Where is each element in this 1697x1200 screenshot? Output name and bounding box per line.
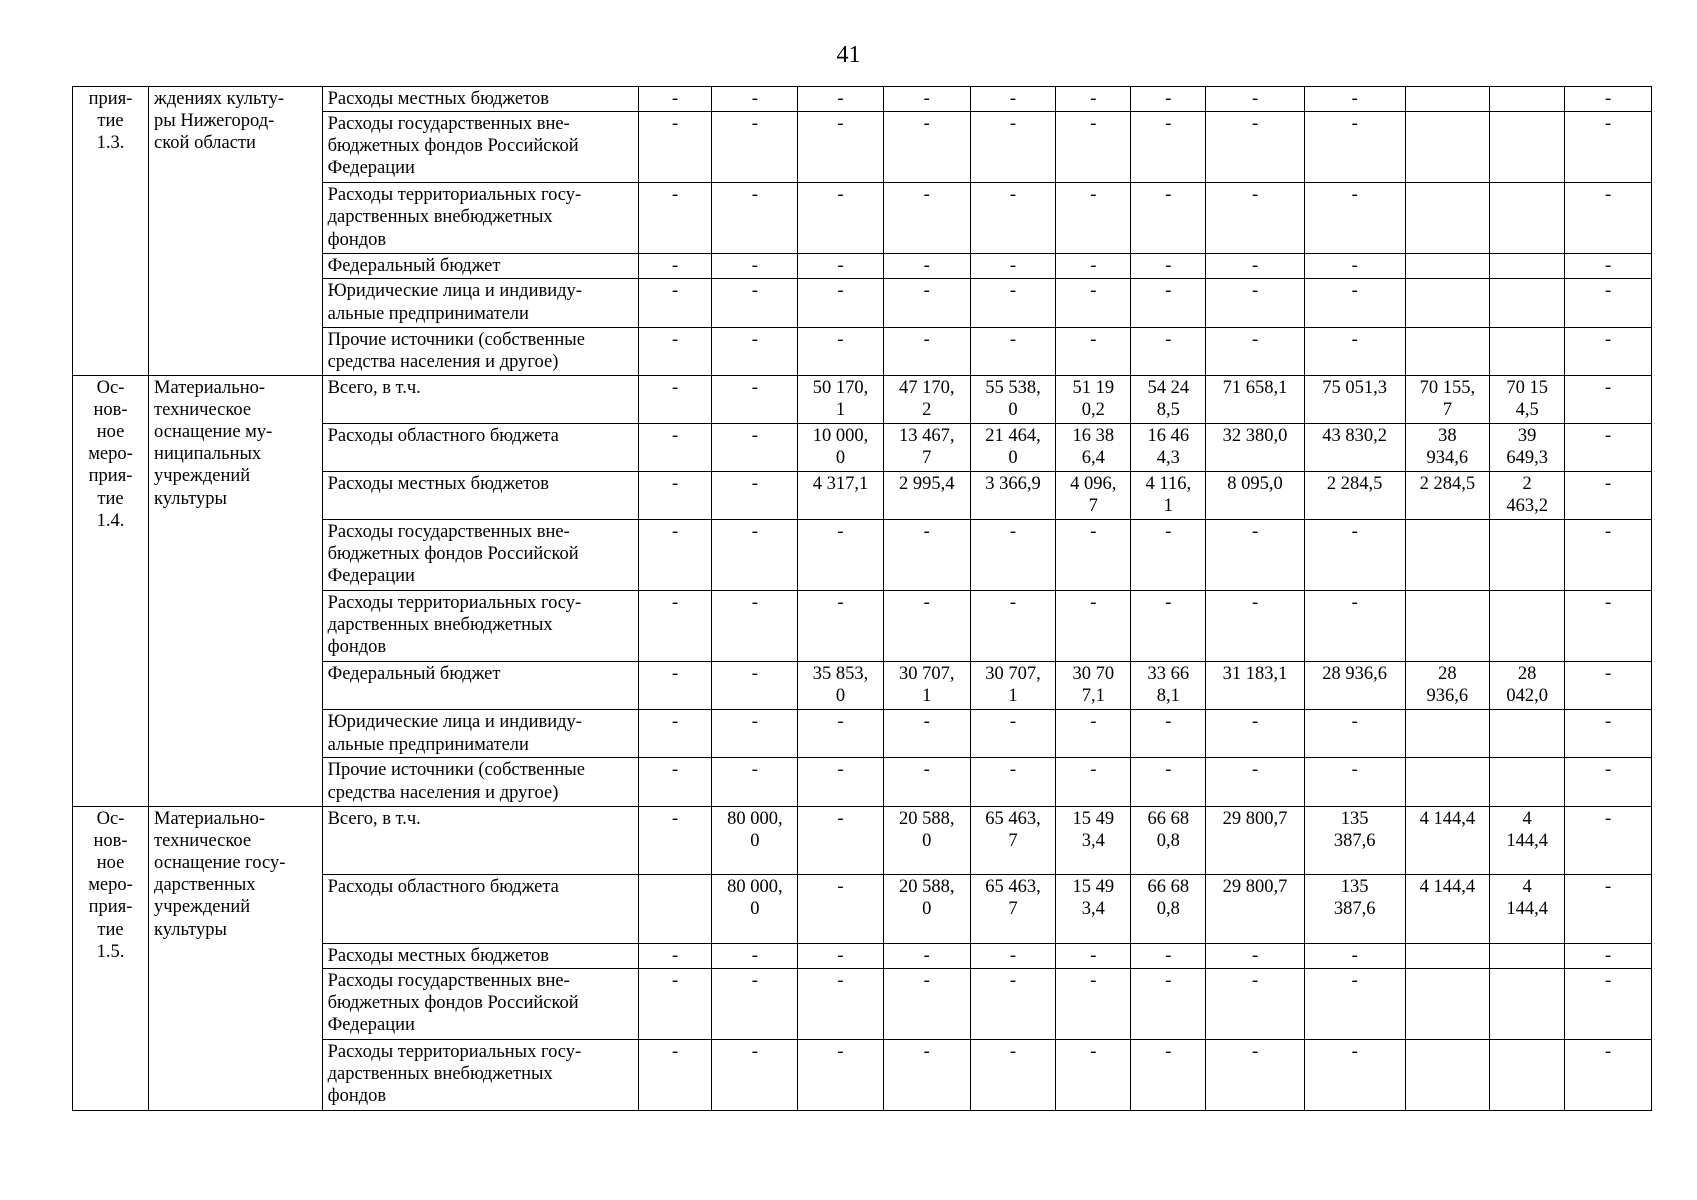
value-cell: 28 936,6 [1304, 662, 1405, 710]
value-cell: - [1056, 943, 1131, 968]
funding-source: Федеральный бюджет [322, 662, 638, 710]
value-cell: - [1565, 375, 1652, 423]
value-cell: - [638, 968, 712, 1039]
value-cell: 30 70 7,1 [1056, 662, 1131, 710]
table-row [73, 87, 1652, 112]
value-cell: - [638, 87, 712, 112]
value-cell: - [1565, 183, 1652, 254]
value-cell: - [712, 758, 798, 806]
value-cell: - [1056, 87, 1131, 112]
value-cell: - [970, 327, 1056, 375]
value-cell: - [638, 183, 712, 254]
value-cell: - [1056, 112, 1131, 183]
value-cell [1405, 591, 1490, 662]
funding-source: Юридические лица и индивиду- альные предприниматели [322, 710, 638, 758]
funding-source: Расходы областного бюджета [322, 423, 638, 471]
value-cell: - [1206, 591, 1305, 662]
value-cell: - [1304, 519, 1405, 590]
funding-source: Всего, в т.ч. [322, 375, 638, 423]
value-cell: - [798, 943, 884, 968]
value-cell: - [883, 519, 970, 590]
value-cell: - [712, 710, 798, 758]
value-cell [1490, 279, 1565, 327]
value-cell: - [638, 375, 712, 423]
value-cell: 50 170, 1 [798, 375, 884, 423]
value-cell: - [970, 968, 1056, 1039]
value-cell: - [1131, 968, 1206, 1039]
value-cell: - [712, 968, 798, 1039]
value-cell: - [1565, 279, 1652, 327]
value-cell [1490, 943, 1565, 968]
funding-source: Расходы территориальных госу- дарственных внебюджетных фондов [322, 183, 638, 254]
funding-source: Федеральный бюджет [322, 254, 638, 279]
value-cell: 20 588, 0 [883, 875, 970, 943]
value-cell: - [1206, 112, 1305, 183]
value-cell: 2 284,5 [1405, 471, 1490, 519]
value-cell: - [638, 112, 712, 183]
value-cell: 13 467, 7 [883, 423, 970, 471]
value-cell: - [1131, 279, 1206, 327]
value-cell: - [883, 1039, 970, 1110]
value-cell: - [1304, 87, 1405, 112]
page-number: 41 [836, 42, 861, 68]
value-cell: - [1565, 471, 1652, 519]
event-label: Ос- нов- ное меро- прия- тие 1.4. [73, 375, 149, 806]
value-cell: - [1131, 327, 1206, 375]
value-cell [1490, 968, 1565, 1039]
value-cell [1490, 254, 1565, 279]
funding-source: Расходы местных бюджетов [322, 943, 638, 968]
value-cell: 4 144,4 [1405, 806, 1490, 874]
value-cell: - [1565, 758, 1652, 806]
value-cell: 4 144,4 [1405, 875, 1490, 943]
value-cell: 20 588, 0 [883, 806, 970, 874]
value-cell: - [1131, 710, 1206, 758]
value-cell: 28 936,6 [1405, 662, 1490, 710]
value-cell [1490, 591, 1565, 662]
table-row [73, 375, 1652, 423]
value-cell: 4 317,1 [798, 471, 884, 519]
value-cell: - [1565, 662, 1652, 710]
funding-source: Расходы областного бюджета [322, 875, 638, 943]
value-cell: 4 144,4 [1490, 875, 1565, 943]
value-cell: - [1206, 519, 1305, 590]
value-cell [1405, 327, 1490, 375]
value-cell: - [712, 375, 798, 423]
value-cell: - [798, 254, 884, 279]
value-cell: - [798, 183, 884, 254]
value-cell: - [798, 1039, 884, 1110]
value-cell: - [1131, 1039, 1206, 1110]
value-cell [1405, 968, 1490, 1039]
value-cell: - [712, 183, 798, 254]
value-cell: - [798, 327, 884, 375]
value-cell: - [970, 943, 1056, 968]
value-cell: 80 000, 0 [712, 875, 798, 943]
value-cell: - [1565, 327, 1652, 375]
value-cell [1405, 758, 1490, 806]
event-description: Материально- техническое оснащение госу- дарственных учреждений культуры [149, 806, 323, 1110]
value-cell: - [970, 519, 1056, 590]
value-cell: 75 051,3 [1304, 375, 1405, 423]
value-cell: - [1131, 183, 1206, 254]
funding-source: Юридические лица и индивиду- альные предприниматели [322, 279, 638, 327]
value-cell: - [1206, 87, 1305, 112]
value-cell: - [638, 254, 712, 279]
funding-source: Прочие источники (собственные средства населения и другое) [322, 327, 638, 375]
value-cell: - [1056, 183, 1131, 254]
value-cell: 54 24 8,5 [1131, 375, 1206, 423]
value-cell: 30 707, 1 [970, 662, 1056, 710]
value-cell: - [1565, 1039, 1652, 1110]
value-cell: 16 38 6,4 [1056, 423, 1131, 471]
value-cell: - [1304, 758, 1405, 806]
value-cell: - [712, 519, 798, 590]
value-cell: - [712, 591, 798, 662]
value-cell: - [712, 112, 798, 183]
value-cell: - [712, 1039, 798, 1110]
funding-source: Расходы местных бюджетов [322, 87, 638, 112]
value-cell: - [1056, 254, 1131, 279]
value-cell [1490, 710, 1565, 758]
value-cell: 4 144,4 [1490, 806, 1565, 874]
value-cell: - [1565, 591, 1652, 662]
value-cell: - [883, 183, 970, 254]
funding-source: Расходы территориальных госу- дарственных внебюджетных фондов [322, 1039, 638, 1110]
value-cell: - [883, 591, 970, 662]
value-cell: - [1565, 423, 1652, 471]
value-cell: - [798, 519, 884, 590]
event-label: Ос- нов- ное меро- прия- тие 1.5. [73, 806, 149, 1110]
value-cell: 39 649,3 [1490, 423, 1565, 471]
value-cell [1490, 327, 1565, 375]
value-cell: - [712, 423, 798, 471]
value-cell: - [1131, 112, 1206, 183]
value-cell: - [1206, 279, 1305, 327]
value-cell: 2 284,5 [1304, 471, 1405, 519]
value-cell: - [1056, 279, 1131, 327]
value-cell: - [712, 279, 798, 327]
value-cell: - [638, 758, 712, 806]
value-cell [1490, 87, 1565, 112]
value-cell [1490, 183, 1565, 254]
value-cell: - [970, 183, 1056, 254]
value-cell: 15 49 3,4 [1056, 806, 1131, 874]
value-cell: - [638, 423, 712, 471]
value-cell: 35 853, 0 [798, 662, 884, 710]
value-cell [1405, 112, 1490, 183]
value-cell: - [1304, 112, 1405, 183]
value-cell: - [883, 254, 970, 279]
value-cell: - [712, 254, 798, 279]
value-cell: - [712, 327, 798, 375]
value-cell: - [638, 806, 712, 874]
value-cell: - [1206, 327, 1305, 375]
value-cell: - [798, 591, 884, 662]
value-cell: - [638, 591, 712, 662]
value-cell: - [1056, 591, 1131, 662]
value-cell: - [1565, 710, 1652, 758]
value-cell: 21 464, 0 [970, 423, 1056, 471]
value-cell: - [1565, 875, 1652, 943]
value-cell: - [638, 471, 712, 519]
value-cell: 31 183,1 [1206, 662, 1305, 710]
value-cell [1490, 1039, 1565, 1110]
value-cell: - [798, 87, 884, 112]
value-cell: - [1206, 254, 1305, 279]
value-cell: - [1304, 183, 1405, 254]
value-cell: - [1304, 710, 1405, 758]
value-cell: - [1304, 591, 1405, 662]
value-cell: - [712, 87, 798, 112]
value-cell: - [798, 875, 884, 943]
value-cell: - [970, 112, 1056, 183]
value-cell: - [970, 279, 1056, 327]
value-cell [1405, 279, 1490, 327]
value-cell: - [1056, 519, 1131, 590]
value-cell: - [1304, 327, 1405, 375]
value-cell: - [883, 327, 970, 375]
value-cell: - [1131, 254, 1206, 279]
value-cell: - [1304, 968, 1405, 1039]
value-cell: 70 15 4,5 [1490, 375, 1565, 423]
value-cell: - [638, 279, 712, 327]
value-cell: - [798, 806, 884, 874]
value-cell: - [1565, 112, 1652, 183]
value-cell: - [1131, 758, 1206, 806]
value-cell: - [798, 968, 884, 1039]
value-cell [1490, 758, 1565, 806]
value-cell: - [712, 943, 798, 968]
value-cell: - [1304, 943, 1405, 968]
value-cell: - [883, 279, 970, 327]
funding-source: Расходы территориальных госу- дарственных внебюджетных фондов [322, 591, 638, 662]
value-cell: 71 658,1 [1206, 375, 1305, 423]
value-cell: - [1304, 1039, 1405, 1110]
value-cell: - [970, 758, 1056, 806]
value-cell [1490, 112, 1565, 183]
value-cell: 29 800,7 [1206, 806, 1305, 874]
value-cell: - [638, 710, 712, 758]
value-cell: - [798, 710, 884, 758]
value-cell [1405, 183, 1490, 254]
value-cell [1405, 1039, 1490, 1110]
value-cell: 135 387,6 [1304, 875, 1405, 943]
value-cell [1405, 87, 1490, 112]
value-cell: 80 000, 0 [712, 806, 798, 874]
value-cell: - [1565, 87, 1652, 112]
value-cell: - [883, 710, 970, 758]
event-description: ждениях культу- ры Нижегород- ской области [149, 87, 323, 376]
value-cell: 29 800,7 [1206, 875, 1305, 943]
value-cell: - [638, 1039, 712, 1110]
value-cell: 65 463, 7 [970, 806, 1056, 874]
value-cell: - [1565, 254, 1652, 279]
value-cell: 66 68 0,8 [1131, 875, 1206, 943]
value-cell: 8 095,0 [1206, 471, 1305, 519]
value-cell [1490, 519, 1565, 590]
value-cell: 2 463,2 [1490, 471, 1565, 519]
event-label: прия- тие 1.3. [73, 87, 149, 376]
value-cell: 51 19 0,2 [1056, 375, 1131, 423]
value-cell: - [798, 758, 884, 806]
value-cell: 4 116, 1 [1131, 471, 1206, 519]
value-cell: 43 830,2 [1304, 423, 1405, 471]
value-cell: - [1131, 519, 1206, 590]
value-cell [1405, 254, 1490, 279]
value-cell: - [1131, 87, 1206, 112]
funding-source: Расходы местных бюджетов [322, 471, 638, 519]
value-cell: - [712, 471, 798, 519]
value-cell: - [1206, 943, 1305, 968]
value-cell: 55 538, 0 [970, 375, 1056, 423]
value-cell: - [638, 943, 712, 968]
value-cell: - [970, 710, 1056, 758]
value-cell: - [638, 662, 712, 710]
value-cell: 30 707, 1 [883, 662, 970, 710]
value-cell: - [1565, 943, 1652, 968]
value-cell: 32 380,0 [1206, 423, 1305, 471]
value-cell: - [1565, 519, 1652, 590]
value-cell: 28 042,0 [1490, 662, 1565, 710]
value-cell: 135 387,6 [1304, 806, 1405, 874]
budget-table [72, 86, 1652, 1111]
value-cell: 66 68 0,8 [1131, 806, 1206, 874]
value-cell: - [1056, 1039, 1131, 1110]
value-cell: - [1206, 968, 1305, 1039]
value-cell: - [1056, 710, 1131, 758]
table-row [73, 806, 1652, 874]
funding-source: Расходы государственных вне- бюджетных фондов Российской Федерации [322, 519, 638, 590]
value-cell: 70 155, 7 [1405, 375, 1490, 423]
value-cell: 47 170, 2 [883, 375, 970, 423]
value-cell: - [1056, 968, 1131, 1039]
value-cell: 10 000, 0 [798, 423, 884, 471]
value-cell [1405, 710, 1490, 758]
funding-source: Всего, в т.ч. [322, 806, 638, 874]
value-cell: 16 46 4,3 [1131, 423, 1206, 471]
value-cell: - [798, 112, 884, 183]
funding-source: Расходы государственных вне- бюджетных фондов Российской Федерации [322, 112, 638, 183]
value-cell: - [883, 87, 970, 112]
value-cell: 2 995,4 [883, 471, 970, 519]
value-cell: - [1565, 806, 1652, 874]
value-cell: 33 66 8,1 [1131, 662, 1206, 710]
value-cell: - [970, 1039, 1056, 1110]
value-cell: - [1131, 591, 1206, 662]
value-cell: - [1206, 1039, 1305, 1110]
value-cell: - [1206, 758, 1305, 806]
value-cell: - [1056, 327, 1131, 375]
value-cell [638, 875, 712, 943]
value-cell: - [883, 758, 970, 806]
value-cell: - [1206, 710, 1305, 758]
funding-source: Расходы государственных вне- бюджетных фондов Российской Федерации [322, 968, 638, 1039]
funding-source: Прочие источники (собственные средства населения и другое) [322, 758, 638, 806]
value-cell [1405, 943, 1490, 968]
value-cell: - [883, 943, 970, 968]
value-cell: - [883, 112, 970, 183]
value-cell: 3 366,9 [970, 471, 1056, 519]
value-cell: - [1206, 183, 1305, 254]
value-cell: - [638, 327, 712, 375]
value-cell: 15 49 3,4 [1056, 875, 1131, 943]
value-cell: - [970, 87, 1056, 112]
value-cell: - [1131, 943, 1206, 968]
value-cell: 65 463, 7 [970, 875, 1056, 943]
value-cell: - [970, 254, 1056, 279]
event-description: Материально- техническое оснащение му- ниципальных учреждений культуры [149, 375, 323, 806]
value-cell: - [883, 968, 970, 1039]
value-cell: - [1056, 758, 1131, 806]
value-cell: - [1565, 968, 1652, 1039]
value-cell: - [1304, 279, 1405, 327]
value-cell [1405, 519, 1490, 590]
value-cell: - [638, 519, 712, 590]
value-cell: - [798, 279, 884, 327]
value-cell: - [1304, 254, 1405, 279]
value-cell: 38 934,6 [1405, 423, 1490, 471]
value-cell: - [712, 662, 798, 710]
value-cell: 4 096, 7 [1056, 471, 1131, 519]
value-cell: - [970, 591, 1056, 662]
